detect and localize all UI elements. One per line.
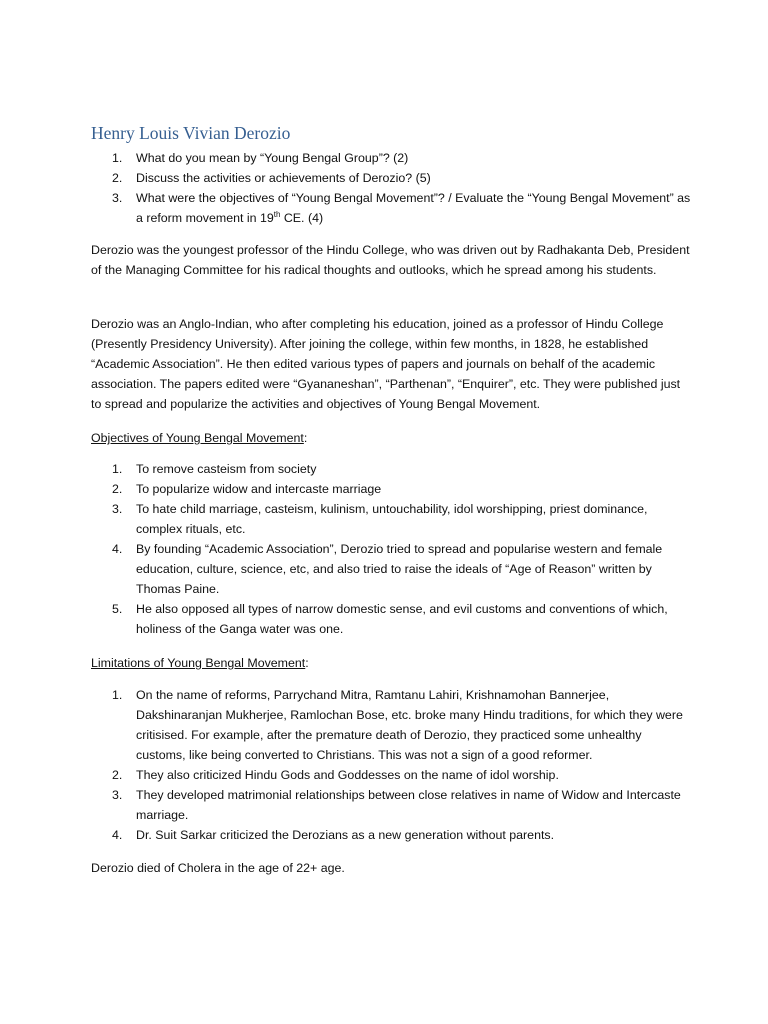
list-number: 1. bbox=[112, 151, 123, 165]
list-number: 1. bbox=[112, 688, 123, 702]
list-number: 5. bbox=[112, 602, 123, 616]
list-item bbox=[91, 599, 691, 639]
list-number: 4. bbox=[112, 828, 123, 842]
limitations-list-block bbox=[91, 685, 691, 845]
list-item-text-tail: CE. (4) bbox=[280, 211, 324, 225]
list-item bbox=[91, 825, 691, 845]
list-item-text: They developed matrimonial relationships between close relatives in name of Widow and Intercaste marriage. bbox=[136, 788, 681, 822]
list-number: 3. bbox=[112, 191, 123, 205]
list-item bbox=[91, 765, 691, 785]
questions-list-block bbox=[91, 148, 691, 228]
list-item bbox=[91, 539, 691, 599]
superscript: th bbox=[273, 209, 281, 219]
limitations-list bbox=[91, 685, 691, 845]
list-number: 2. bbox=[112, 768, 123, 782]
list-item-text: Discuss the activities or achievements of Derozio? (5) bbox=[136, 171, 431, 185]
questions-list bbox=[91, 148, 691, 228]
list-number: 2. bbox=[112, 482, 123, 496]
list-number: 3. bbox=[112, 502, 123, 516]
section-heading-limitations bbox=[91, 653, 691, 673]
paragraph-closing: Derozio died of Cholera in the age of 22+ age. bbox=[91, 861, 345, 875]
list-item bbox=[91, 479, 691, 499]
paragraph-intro: Derozio was the youngest professor of the Hindu College, who was driven out by Radhakanta Deb, President of the Managing Committee for his radical thoughts and outlooks, which he spread among his students. bbox=[91, 243, 690, 277]
section-heading-objectives bbox=[91, 428, 691, 448]
list-item bbox=[91, 459, 691, 479]
heading-colon: : bbox=[305, 656, 309, 670]
objectives-list-block bbox=[91, 459, 691, 639]
list-item-text: To hate child marriage, casteism, kulinism, untouchability, idol worshipping, priest dominance, complex rituals, etc. bbox=[136, 502, 648, 536]
list-item-text: To remove casteism from society bbox=[136, 462, 317, 476]
document-title: Henry Louis Vivian Derozio bbox=[91, 123, 291, 143]
list-item-text: To popularize widow and intercaste marriage bbox=[136, 482, 382, 496]
list-number: 1. bbox=[112, 462, 123, 476]
list-item-text: What were the objectives of “Young Bengal Movement”? / Evaluate the “Young Bengal Movement” as a reform movement in 19 bbox=[136, 191, 691, 225]
list-item-text: By founding “Academic Association”, Derozio tried to spread and popularise western and female education, culture, science, etc, and also tried to raise the ideals of “Age of Reason” written by Thomas Paine. bbox=[136, 542, 663, 596]
list-item-text: He also opposed all types of narrow domestic sense, and evil customs and conventions of which, holiness of the Ganga water was one. bbox=[136, 602, 668, 636]
list-item-text: They also criticized Hindu Gods and Goddesses on the name of idol worship. bbox=[136, 768, 559, 782]
list-item bbox=[91, 499, 691, 539]
list-number: 4. bbox=[112, 542, 123, 556]
list-item-text: Dr. Suit Sarkar criticized the Derozians as a new generation without parents. bbox=[136, 828, 555, 842]
heading-text: Limitations of Young Bengal Movement bbox=[91, 656, 306, 670]
list-number: 3. bbox=[112, 788, 123, 802]
heading-colon: : bbox=[303, 431, 308, 445]
list-number: 2. bbox=[112, 171, 123, 185]
paragraph-biography: Derozio was an Anglo-Indian, who after completing his education, joined as a professor of Hindu College (Presently Presidency University). After joining the college, within few months, in 1828, he established “Academic Association”. He then edited various types of papers and journals on behalf of the academic association. The papers edited were “Gyananeshan”, “Parthenan”, “Enquirer”, etc. They were published just to spread and popularize the activities and objectives of Young Bengal Movement. bbox=[91, 317, 681, 411]
list-item bbox=[91, 148, 691, 168]
list-item bbox=[91, 685, 691, 765]
list-item bbox=[91, 168, 691, 188]
list-item-text: What do you mean by “Young Bengal Group”? (2) bbox=[136, 151, 409, 165]
objectives-list bbox=[91, 459, 691, 639]
list-item bbox=[91, 785, 691, 825]
list-item-text: On the name of reforms, Parrychand Mitra, Ramtanu Lahiri, Krishnamohan Bannerjee, Dakshinaranjan Mukherjee, Ramlochan Bose, etc. broke many Hindu traditions, for which they were critisised. For example, after the premature death of Derozio, they practiced some unhealthy customs, like being converted to Christians. This was not a sign of a good reformer. bbox=[136, 688, 683, 762]
heading-text: Objectives of Young Bengal Movement bbox=[91, 431, 304, 445]
list-item bbox=[91, 188, 691, 228]
